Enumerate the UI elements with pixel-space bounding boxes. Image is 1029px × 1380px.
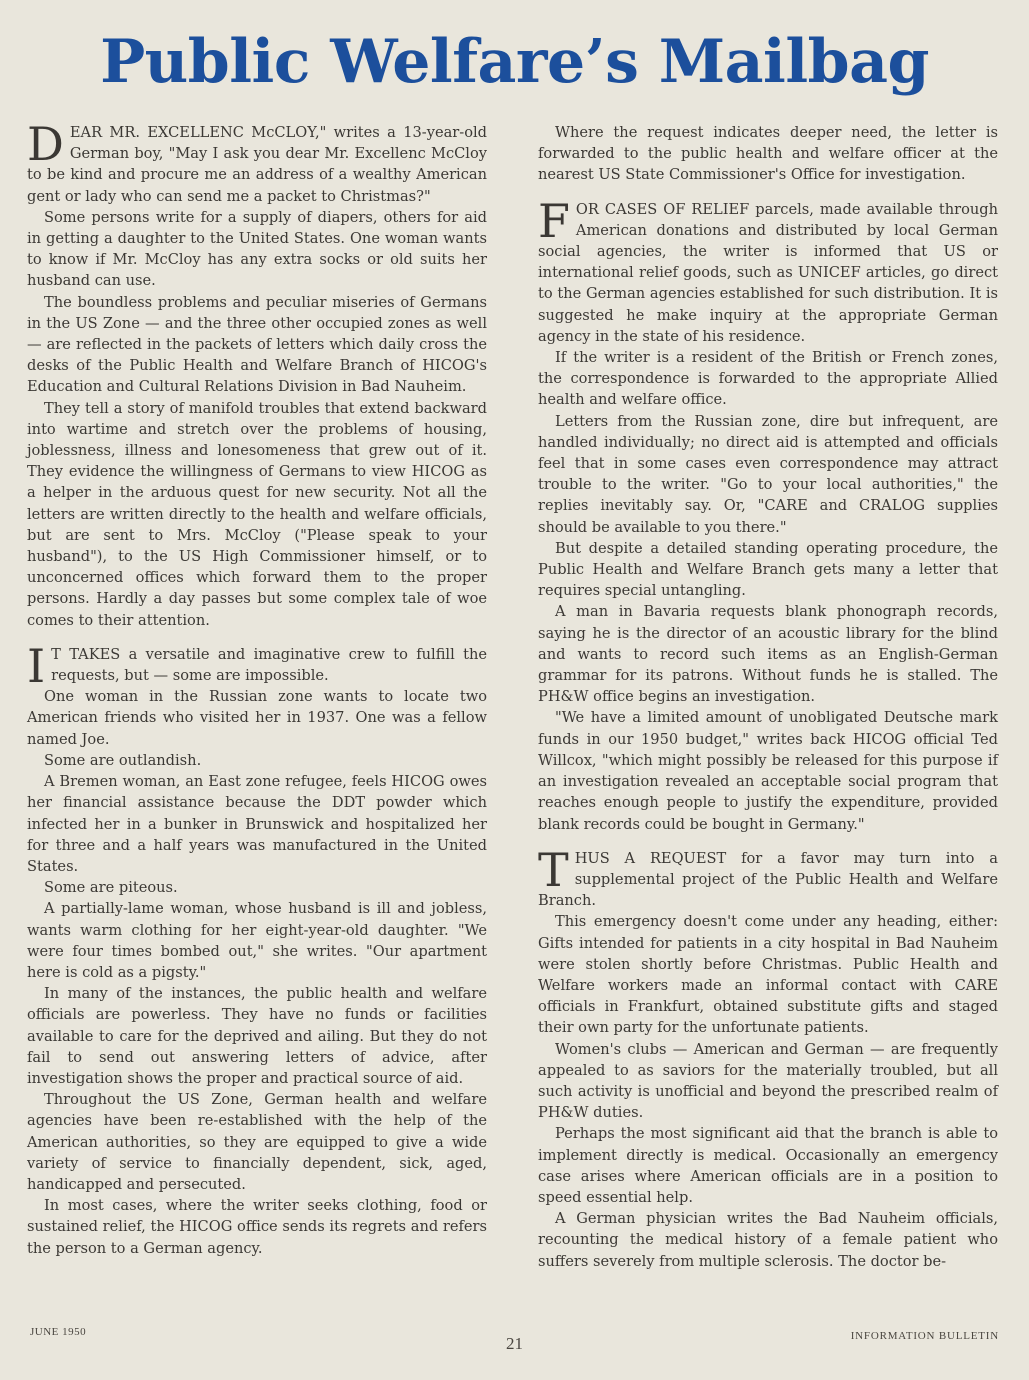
paragraph: In most cases, where the writer seeks clothing, food or sustained relief, the HICOG office sends its regrets and refers the person to a German agency. bbox=[27, 1197, 487, 1257]
paragraph: A man in Bavaria requests blank phonograph records, saying he is the director of an acoustic library for the blind and wants to record such items as an English-German grammar for its patrons. Without funds he is stalled. The PH&W office begins an investigation. bbox=[538, 603, 998, 706]
footer-publication: INFORMATION BULLETIN bbox=[850, 1330, 999, 1342]
paragraph: But despite a detailed standing operating procedure, the Public Health and Welfare Branch gets many a letter that requires special untangling. bbox=[538, 539, 998, 600]
footer-date: JUNE 1950 bbox=[30, 1326, 87, 1338]
paragraph: "We have a limited amount of unobligated Deutsche mark funds in our 1950 budget," writes back HICOG official Ted Willcox, "which might possibly be released for this purpose if an investigation revealed an acceptable social program that reaches enough people to justify the expenditure, provided blank records could be bought in Germany." bbox=[538, 709, 998, 833]
paragraph-lead-it-takes bbox=[27, 638, 487, 693]
drop-cap: F bbox=[538, 193, 570, 248]
paragraph: Perhaps the most significant aid that the branch is able to implement directly is medical. Occasionally an emergency case arises where American officials are in a position to speed essential help. bbox=[538, 1125, 998, 1206]
paragraph: A German physician writes the Bad Nauheim officials, recounting the medical history of a female patient who suffers severely from multiple sclerosis. The doctor be- bbox=[538, 1210, 998, 1270]
paragraph-lead-dear bbox=[27, 117, 487, 207]
paragraph: Some are outlandish. bbox=[44, 751, 202, 769]
paragraph: This emergency doesn't come under any heading, either: Gifts intended for patients in a city hospital in Bad Nauheim were stolen shortly before Christmas. Public Health and Welfare workers made an informal contact with CARE officials in Frankfurt, obtained substitute gifts and staged their own party for the unfortunate patients. bbox=[538, 913, 998, 1037]
paragraph: If the writer is a resident of the British or French zones, the correspondence is forwarded to the appropriate Allied health and welfare office. bbox=[538, 349, 998, 409]
paragraph-text: HUS A REQUEST for a favor may turn into a supplemental project of the Public Health and Welfare Branch. bbox=[538, 849, 998, 910]
left-column bbox=[27, 117, 487, 1259]
paragraph: One woman in the Russian zone wants to locate two American friends who visited her in 1937. One was a fellow named Joe. bbox=[27, 688, 487, 748]
paragraph: A Bremen woman, an East zone refugee, feels HICOG owes her financial assistance because the DDT powder which infected her in a bunker in Brunswick and hospitalized her for three and a half years was manufactured in the United States. bbox=[27, 773, 487, 875]
paragraph: Some persons write for a supply of diapers, others for aid in getting a daughter to the United States. One woman wants to know if Mr. McCloy has any extra socks or old suits her husband can use. bbox=[27, 208, 487, 290]
paragraph: They tell a story of manifold troubles that extend backward into wartime and stretch over the problems of housing, joblessness, illness and lonesomeness that grew out of it. They evidence the willingness of Germans to view HICOG as a helper in the arduous quest for new security. Not all the letters are written directly to the health and welfare officials, but are sent to Mrs. McCloy ("Please speak to your husband"), to the US High Commissioner himself, or to unconcerned offices which forward them to the proper persons. Hardly a day passes but some complex tale of woe comes to their attention. bbox=[27, 399, 487, 629]
paragraph-lead-thus bbox=[538, 842, 998, 912]
drop-cap: I bbox=[27, 638, 46, 693]
paragraph-lead-for-cases bbox=[538, 193, 998, 347]
article-title: Public Welfare’s Mailbag bbox=[100, 27, 929, 97]
page-number: 21 bbox=[506, 1334, 523, 1353]
paragraph: In many of the instances, the public health and welfare officials are powerless. They have no funds or facilities available to care for the deprived and ailing. But they do not fail to send out answering letters of advice, after investigation shows the proper and practical source of aid. bbox=[27, 985, 487, 1087]
paragraph: The boundless problems and peculiar miseries of Germans in the US Zone — and the three other occupied zones as well — are reflected in the packets of letters which daily cross the desks of the Public Health and Welfare Branch of HICOG's Education and Cultural Relations Division in Bad Nauheim. bbox=[27, 293, 487, 396]
paragraph: Some are piteous. bbox=[44, 879, 178, 897]
drop-cap: T bbox=[538, 842, 569, 897]
paragraph-text: OR CASES OF RELIEF parcels, made available through American donations and distributed by local German social agencies, the writer is informed that US or international relief goods, such as UNICEF articles, go direct to the German agencies established for such distribution. It is suggested he make inquiry at the appropriate German agency in the state of his residence. bbox=[538, 200, 998, 345]
paragraph-text: T TAKES a versatile and imaginative crew to fulfill the requests, but — some are impossible. bbox=[51, 645, 487, 685]
right-column bbox=[538, 122, 998, 1272]
paragraph: Letters from the Russian zone, dire but infrequent, are handled individually; no direct aid is attempted and officials feel that in some cases even correspondence may attract trouble to the writer. "Go to your local authorities," the replies inevitably say. Or, "CARE and CRALOG supplies should be available to you there." bbox=[538, 412, 998, 536]
drop-cap: D bbox=[27, 117, 64, 171]
paragraph: A partially-lame woman, whose husband is ill and jobless, wants warm clothing for her eight-year-old daughter. "We were four times bombed out," she writes. "Our apartment here is cold as a pigsty." bbox=[27, 900, 487, 981]
paragraph: Where the request indicates deeper need, the letter is forwarded to the public health and welfare officer at the nearest US State Commissioner's Office for investigation. bbox=[538, 124, 998, 184]
paragraph: Throughout the US Zone, German health and welfare agencies have been re-established with the help of the American authorities, so they are equipped to give a wide variety of service to financially dependent, sick, aged, handicapped and persecuted. bbox=[27, 1091, 487, 1193]
paragraph-text: EAR MR. EXCELLENC McCLOY," writes a 13-year-old German boy, "May I ask you dear Mr. Excellenc McCloy to be kind and procure me an address of a wealthy American gent or lady who can send me a packet to Christmas?" bbox=[27, 124, 487, 205]
paragraph: Women's clubs — American and German — are frequently appealed to as saviors for the materially troubled, but all such activity is unofficial and beyond the prescribed realm of PH&W duties. bbox=[538, 1040, 998, 1122]
